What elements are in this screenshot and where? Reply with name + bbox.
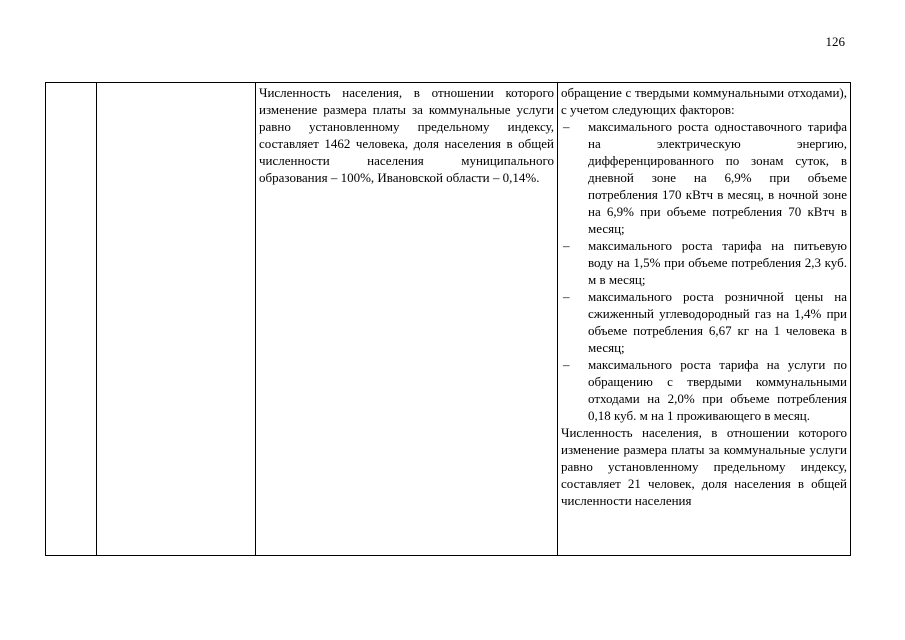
population-paragraph-2: Численность населения, в отношении которого изменение размера платы за коммунальные услуги равно установленному предельному индексу, составляет 21 человек, доля населения в общей численности населения: [561, 425, 847, 508]
table-cell-col4: [558, 83, 851, 556]
list-item: [561, 118, 847, 237]
factor-text: максимального роста тарифа на питьевую воду на 1,5% при объеме потребления 2,3 куб. м в месяц;: [588, 238, 847, 287]
factor-list: [561, 118, 847, 424]
table-cell-col2: [97, 83, 256, 556]
factors-intro: обращение с твердыми коммунальными отходами), с учетом следующих факторов:: [561, 85, 847, 117]
factor-text: максимального роста розничной цены на сжиженный углеводородный газ на 1,4% при объеме потребления 6,67 кг на 1 человека в месяц;: [588, 289, 847, 355]
list-item: [561, 237, 847, 288]
document-table: [45, 82, 851, 556]
factor-text: максимального роста одноставочного тарифа на электрическую энергию, дифференцированного по зонам суток, в дневной зоне на 6,9% при объеме потребления 170 кВтч в месяц, в ночной зоне на 6,9% при объеме потребления 70 кВтч в месяц;: [588, 119, 847, 236]
dash-bullet: –: [563, 289, 570, 304]
list-item: [561, 356, 847, 424]
table-row: [46, 83, 851, 556]
table-cell-col3: [256, 83, 558, 556]
dash-bullet: –: [563, 119, 570, 134]
population-paragraph-1: Численность населения, в отношении которого изменение размера платы за коммунальные услуги равно установленному предельному индексу, составляет 1462 человека, доля населения в общей численности населения муниципального образования – 100%, Ивановской области – 0,14%.: [259, 85, 554, 185]
list-item: [561, 288, 847, 356]
table-cell-col1: [46, 83, 97, 556]
factor-text: максимального роста тарифа на услуги по обращению с твердыми коммунальными отходами на 2,0% при объеме потребления 0,18 куб. м на 1 проживающего в месяц.: [588, 357, 847, 423]
page-number: 126: [825, 34, 845, 49]
dash-bullet: –: [563, 238, 570, 253]
dash-bullet: –: [563, 357, 570, 372]
